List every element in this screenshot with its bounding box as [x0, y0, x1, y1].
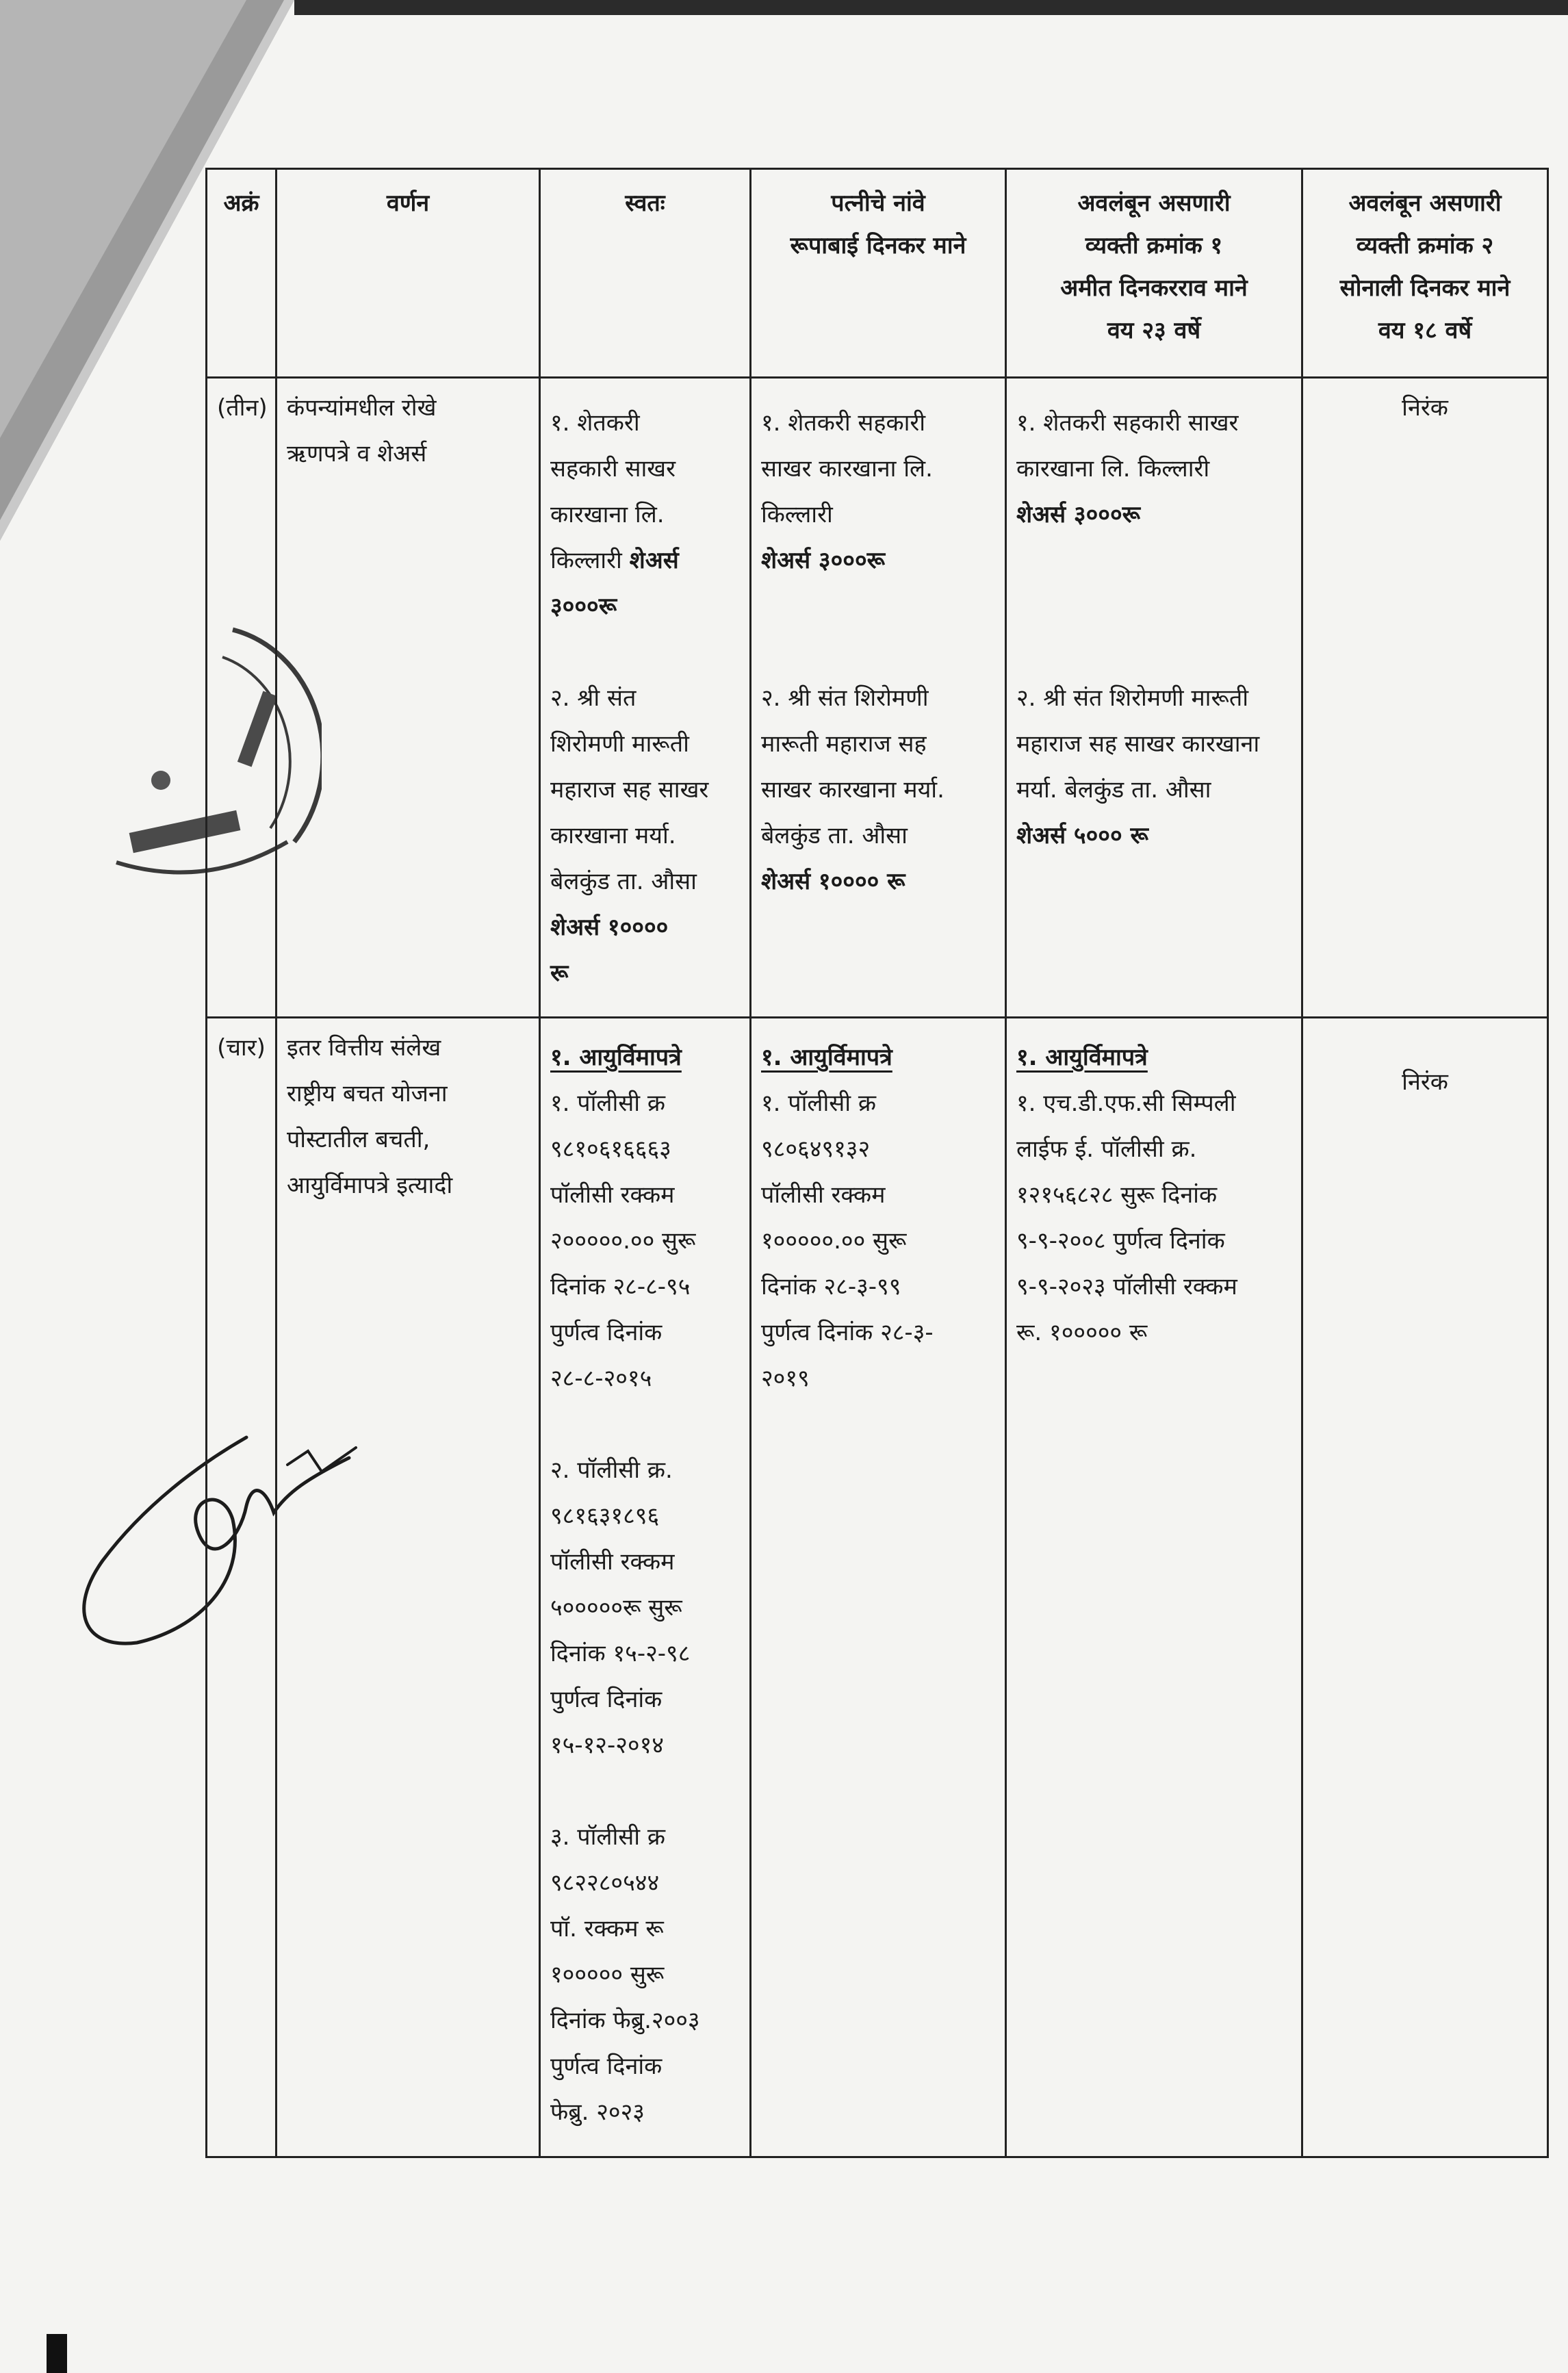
- row4-self: [540, 1018, 751, 2157]
- row3-dep1-shares-amount: शेअर्स ३०००रू: [1016, 501, 1141, 528]
- top-edge-shadow: [294, 0, 1568, 15]
- row3-desc-line: कंपन्यांमधील रोखे: [287, 394, 437, 422]
- row3-sr: (तीन): [207, 378, 277, 1018]
- row3-desc-line: ऋणपत्रे व शेअर्स: [287, 440, 427, 467]
- row4-self-line: पॉलीसी रक्कम: [550, 1181, 675, 1209]
- row4-wife-line: १०००००.०० सुरू: [761, 1227, 907, 1255]
- row4-self-line: २८-८-२०१५: [550, 1365, 652, 1392]
- row4-dep1-line: १. एच.डी.एफ.सी सिम्पली: [1016, 1090, 1236, 1117]
- row4-self-line: दिनांक फेब्रु.२००३: [550, 2007, 700, 2034]
- header-dep2-line: व्यक्ती क्रमांक २: [1356, 232, 1494, 259]
- row3-self-line: बेलकुंड ता. औसा: [550, 868, 697, 895]
- header-dep2-name: सोनाली दिनकर माने: [1339, 274, 1511, 302]
- row4-dependent-2: निरंक: [1302, 1018, 1548, 2157]
- row3-self-line: शिरोमणी मारूती: [550, 730, 689, 758]
- row4-self-heading: १. आयुर्विमापत्रे: [550, 1044, 682, 1071]
- row3-dep1-line: मर्या. बेलकुंड ता. औसा: [1016, 776, 1211, 804]
- row3-dep1-line: महाराज सह साखर कारखाना: [1016, 730, 1260, 758]
- table-header-row: [207, 169, 1548, 378]
- row4-self-line: २०००००.०० सुरू: [550, 1227, 696, 1255]
- row4-wife: [751, 1018, 1006, 2157]
- row4-self-line: २. पॉलीसी क्र.: [550, 1457, 673, 1484]
- row4-dep1-line: ९-९-२०२३ पॉलीसी रक्कम: [1016, 1273, 1237, 1300]
- header-dep2-line: अवलंबून असणारी: [1348, 190, 1502, 217]
- row3-self-line: कारखाना लि.: [550, 501, 665, 528]
- row3-self-shares-amount: ३०००रू: [550, 593, 617, 620]
- row3-self-line: किल्लारी: [550, 547, 622, 574]
- header-dep2-age: वय १८ वर्षे: [1378, 317, 1472, 344]
- row4-desc-line: राष्ट्रीय बचत योजना: [287, 1080, 448, 1107]
- row4-self-line: १. पॉलीसी क्र: [550, 1090, 665, 1117]
- row3-description: [277, 378, 540, 1018]
- row3-wife: [751, 378, 1006, 1018]
- row3-dep1-shares-amount: शेअर्स ५००० रू: [1016, 822, 1148, 849]
- row4-dep1-line: ९-९-२००८ पुर्णत्व दिनांक: [1016, 1227, 1225, 1255]
- header-sr: अक्रं: [207, 169, 277, 378]
- row3-self-line: २. श्री संत: [550, 684, 637, 712]
- row4-wife-line: पुर्णत्व दिनांक २८-३-: [761, 1319, 934, 1346]
- row4-self-line: दिनांक १५-२-९८: [550, 1640, 691, 1667]
- row4-dependent-1: [1006, 1018, 1302, 2157]
- row3-dependent-1: [1006, 378, 1302, 1018]
- row3-self-shares-amount: रू: [550, 960, 569, 987]
- row4-self-line: फेब्रु. २०२३: [550, 2099, 645, 2126]
- row4-desc-line: पोस्टातील बचती,: [287, 1126, 430, 1153]
- asset-disclosure-table: [205, 168, 1549, 2158]
- row4-dep1-line: लाईफ ई. पॉलीसी क्र.: [1016, 1136, 1197, 1163]
- row4-self-line: ९८१०६१६६६३: [550, 1136, 671, 1163]
- row4-wife-line: १. पॉलीसी क्र: [761, 1090, 876, 1117]
- row3-self: [540, 378, 751, 1018]
- row3-wife-line: २. श्री संत शिरोमणी: [761, 684, 929, 712]
- row3-dep1-line: २. श्री संत शिरोमणी मारूती: [1016, 684, 1249, 712]
- row4-dep1-heading: १. आयुर्विमापत्रे: [1016, 1044, 1148, 1071]
- row4-sr: (चार): [207, 1018, 277, 2157]
- header-dep1-age: वय २३ वर्षे: [1107, 317, 1201, 344]
- row4-wife-line: २०१९: [761, 1365, 810, 1392]
- header-dependent-1: [1006, 169, 1302, 378]
- row4-wife-line: ९८०६४९१३२: [761, 1136, 871, 1163]
- row4-self-line: पुर्णत्व दिनांक: [550, 1686, 663, 1713]
- row4-wife-heading: १. आयुर्विमापत्रे: [761, 1044, 892, 1071]
- row4-self-line: पॉ. रक्कम रू: [550, 1915, 664, 1942]
- row4-description: [277, 1018, 540, 2157]
- row4-self-line: ३. पॉलीसी क्र: [550, 1823, 665, 1851]
- row4-self-line: ९८१६३१८९६: [550, 1502, 660, 1530]
- row3-dependent-2: निरंक: [1302, 378, 1548, 1018]
- row4-self-line: दिनांक २८-८-९५: [550, 1273, 691, 1300]
- row4-self-line: पुर्णत्व दिनांक: [550, 2053, 663, 2080]
- row3-self-shares-amount: शेअर्स १००००: [550, 914, 669, 941]
- row3-self-line: १. शेतकरी: [550, 409, 640, 437]
- row4-self-line: पुर्णत्व दिनांक: [550, 1319, 663, 1346]
- header-wife: [751, 169, 1006, 378]
- table-row-financial-instruments: [207, 1018, 1548, 2157]
- row4-self-line: ५०००००रू सुरू: [550, 1594, 682, 1621]
- header-self: स्वतः: [540, 169, 751, 378]
- row4-wife-line: पॉलीसी रक्कम: [761, 1181, 886, 1209]
- row3-self-shares-label: शेअर्स: [629, 547, 679, 574]
- row3-wife-line: बेलकुंड ता. औसा: [761, 822, 908, 849]
- header-dependent-2: [1302, 169, 1548, 378]
- header-dep1-line: अवलंबून असणारी: [1077, 190, 1231, 217]
- header-description: वर्णन: [277, 169, 540, 378]
- header-dep1-name: अमीत दिनकरराव माने: [1060, 274, 1248, 302]
- row4-desc-line: आयुर्विमापत्रे इत्यादी: [287, 1172, 453, 1199]
- row3-dep1-line: कारखाना लि. किल्लारी: [1016, 455, 1210, 483]
- row4-desc-line: इतर वित्तीय संलेख: [287, 1034, 441, 1062]
- table-row-shares: [207, 378, 1548, 1018]
- row3-wife-line: साखर कारखाना मर्या.: [761, 776, 944, 804]
- header-dep1-line: व्यक्ती क्रमांक १: [1085, 232, 1223, 259]
- header-wife-name: रूपाबाई दिनकर माने: [790, 232, 966, 259]
- row4-self-line: १५-१२-२०१४: [550, 1732, 664, 1759]
- row4-self-line: पॉलीसी रक्कम: [550, 1548, 675, 1576]
- row4-dep1-line: १२१५६८२८ सुरू दिनांक: [1016, 1181, 1218, 1209]
- row3-wife-shares-amount: शेअर्स ३०००रू: [761, 547, 886, 574]
- row3-self-line: सहकारी साखर: [550, 455, 676, 483]
- row3-wife-line: मारूती महाराज सह: [761, 730, 927, 758]
- row4-dep1-line: रू. १००००० रू: [1016, 1319, 1148, 1346]
- row4-self-line: १००००० सुरू: [550, 1961, 665, 1988]
- row3-wife-shares-amount: शेअर्स १०००० रू: [761, 868, 905, 895]
- row3-wife-line: किल्लारी: [761, 501, 833, 528]
- scan-edge-mark: [47, 2334, 67, 2373]
- row3-self-line: महाराज सह साखर: [550, 776, 709, 804]
- header-wife-line: पत्नीचे नांवे: [831, 190, 925, 217]
- row3-dep1-line: १. शेतकरी सहकारी साखर: [1016, 409, 1239, 437]
- row4-wife-line: दिनांक २८-३-९९: [761, 1273, 901, 1300]
- row4-self-line: ९८२२८०५४४: [550, 1869, 660, 1897]
- row3-wife-line: साखर कारखाना लि.: [761, 455, 933, 483]
- row3-self-line: कारखाना मर्या.: [550, 822, 676, 849]
- row3-wife-line: १. शेतकरी सहकारी: [761, 409, 926, 437]
